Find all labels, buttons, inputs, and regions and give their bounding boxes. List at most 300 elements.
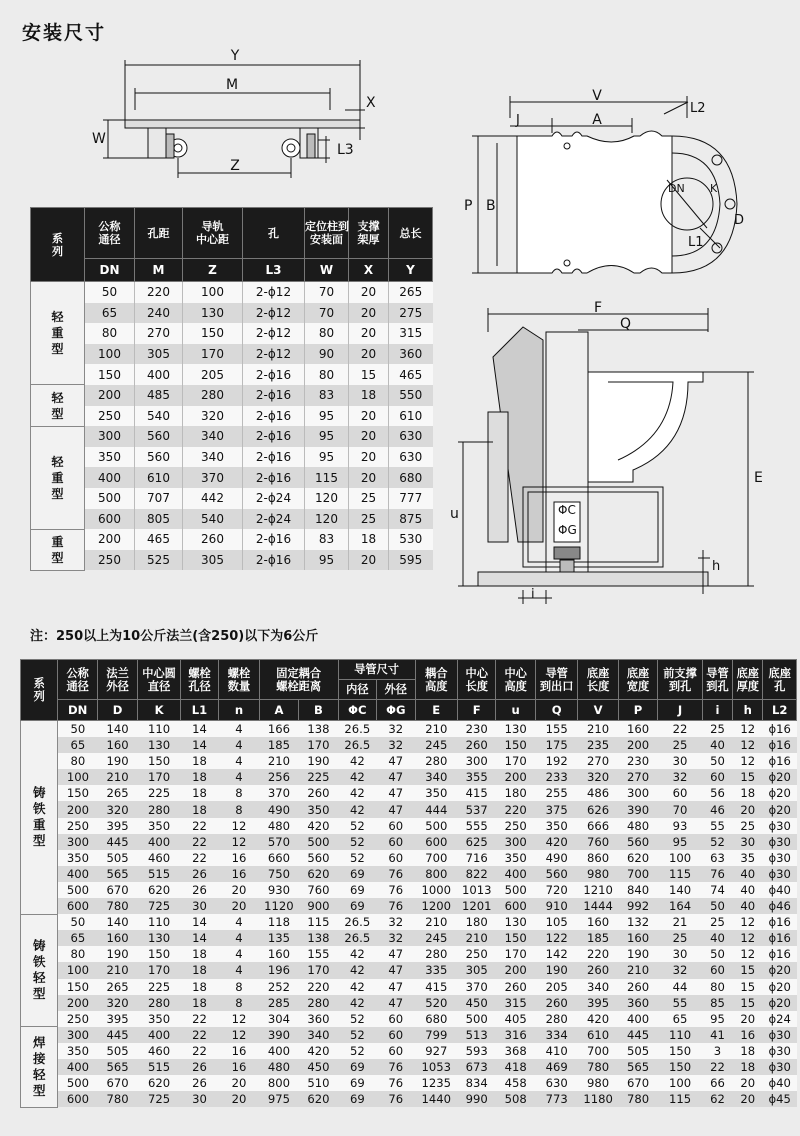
- table2-header-cell: 前支撑 到孔: [658, 660, 703, 700]
- table2-cell: 620: [299, 1091, 338, 1107]
- table2-cell: 280: [138, 995, 180, 1011]
- table2-cell: 12: [219, 818, 259, 834]
- table2-row: [21, 1011, 797, 1027]
- table2-cell: 14: [180, 930, 218, 946]
- table2-cell: 260: [458, 737, 496, 753]
- table2-cell: 42: [338, 946, 376, 962]
- table2-cell: 220: [578, 946, 618, 962]
- table2-cell: 140: [97, 721, 137, 738]
- table1-cell: 250: [85, 406, 135, 427]
- table1-header-symbol: X: [349, 259, 389, 282]
- table1-cell: 120: [305, 509, 349, 530]
- table2-cell: 1120: [259, 898, 298, 914]
- table2-cell: 415: [415, 979, 457, 995]
- table2-cell: ϕ30: [763, 818, 797, 834]
- table2-cell: 626: [578, 801, 618, 817]
- guide-rail-dimension-table: [30, 207, 433, 571]
- table2-cell: 69: [338, 882, 376, 898]
- table2-cell: 505: [97, 1043, 137, 1059]
- table2-cell: 600: [415, 834, 457, 850]
- table1-cell: 2-ϕ16: [243, 364, 305, 385]
- table2-cell: 76: [377, 866, 415, 882]
- table2-cell: 74: [702, 882, 732, 898]
- table2-cell: 18: [180, 979, 218, 995]
- table2-cell: 55: [658, 995, 703, 1011]
- table2-cell: 69: [338, 1075, 376, 1091]
- table2-cell: 400: [618, 1011, 657, 1027]
- table1-header-cell: 孔: [243, 208, 305, 259]
- table2-cell: ϕ30: [763, 866, 797, 882]
- table1-cell: 20: [349, 344, 389, 365]
- table2-cell: 160: [97, 737, 137, 753]
- table2-cell: 16: [219, 1043, 259, 1059]
- table2-cell: 1201: [458, 898, 496, 914]
- table1-header-cell: 支撑 架厚: [349, 208, 389, 259]
- table2-cell: 508: [496, 1091, 535, 1107]
- table2-cell: 4: [219, 769, 259, 785]
- table1-cell: 18: [349, 529, 389, 550]
- table1-row: [31, 282, 433, 303]
- table2-cell: 32: [658, 769, 703, 785]
- table2-cell: 12: [733, 914, 763, 930]
- table2-cell: 60: [377, 1011, 415, 1027]
- table2-header-cell: 底座 长度: [578, 660, 618, 700]
- table2-cell: 320: [578, 769, 618, 785]
- table2-cell: 1235: [415, 1075, 457, 1091]
- table2-cell: 52: [338, 850, 376, 866]
- table2-cell: 480: [259, 1059, 298, 1075]
- table1-cell: 340: [183, 426, 243, 447]
- table2-cell: 32: [377, 737, 415, 753]
- table2-row: [21, 995, 797, 1011]
- table2-cell: ϕ20: [763, 769, 797, 785]
- table1-row: [31, 509, 433, 530]
- table2-cell: 593: [458, 1043, 496, 1059]
- table2-cell: 300: [58, 1027, 97, 1043]
- table1-cell: 25: [349, 488, 389, 509]
- table1-cell: 540: [135, 406, 183, 427]
- table1-cell: 18: [349, 385, 389, 406]
- table2-cell: 22: [180, 1027, 218, 1043]
- table1-cell: 95: [305, 447, 349, 468]
- table1-cell: 265: [389, 282, 433, 303]
- table2-cell: 458: [496, 1075, 535, 1091]
- table2-cell: 500: [58, 1075, 97, 1091]
- table2-cell: 16: [219, 850, 259, 866]
- table2-cell: 12: [219, 834, 259, 850]
- table2-cell: 280: [415, 946, 457, 962]
- table2-cell: ϕ30: [763, 1027, 797, 1043]
- table2-cell: 30: [180, 898, 218, 914]
- table1-cell: 95: [305, 406, 349, 427]
- table2-cell: 130: [138, 930, 180, 946]
- table2-cell: 505: [97, 850, 137, 866]
- table2-cell: 990: [458, 1091, 496, 1107]
- table2-cell: 22: [180, 834, 218, 850]
- table2-cell: 420: [299, 818, 338, 834]
- table2-cell: 670: [97, 882, 137, 898]
- table2-cell: 260: [496, 979, 535, 995]
- table2-cell: 140: [658, 882, 703, 898]
- table1-cell: 400: [135, 364, 183, 385]
- table2-cell: 18: [733, 785, 763, 801]
- table2-cell: 666: [578, 818, 618, 834]
- table2-cell: 225: [299, 769, 338, 785]
- table2-cell: 30: [733, 834, 763, 850]
- table2-cell: 200: [496, 769, 535, 785]
- table2-cell: 110: [658, 1027, 703, 1043]
- table1-cell: 90: [305, 344, 349, 365]
- table2-header-symbol: A: [259, 700, 298, 721]
- table2-cell: 50: [702, 946, 732, 962]
- table2-cell: 80: [58, 946, 97, 962]
- table2-cell: 150: [138, 946, 180, 962]
- table1-cell: 360: [389, 344, 433, 365]
- table1-cell: 220: [135, 282, 183, 303]
- table2-header-cell: 螺栓 孔径: [180, 660, 218, 700]
- table2-cell: 620: [138, 882, 180, 898]
- table2-cell: 460: [138, 1043, 180, 1059]
- table2-cell: 40: [702, 737, 732, 753]
- table2-cell: 26: [180, 882, 218, 898]
- table1-header-cell: 导轨 中心距: [183, 208, 243, 259]
- table2-cell: 515: [138, 866, 180, 882]
- table2-cell: 20: [219, 1091, 259, 1107]
- table2-cell: 670: [618, 1075, 657, 1091]
- table2-row: [21, 866, 797, 882]
- table2-cell: 132: [618, 914, 657, 930]
- table2-cell: 60: [702, 962, 732, 978]
- table1-cell: 500: [85, 488, 135, 509]
- table2-cell: 660: [259, 850, 298, 866]
- table2-header-cell: 底座 厚度: [733, 660, 763, 700]
- table1-cell: 2-ϕ16: [243, 467, 305, 488]
- table1-header-cell: 总长: [389, 208, 433, 259]
- table2-cell: 22: [180, 850, 218, 866]
- table2-cell: 65: [58, 737, 97, 753]
- table2-cell: ϕ24: [763, 1011, 797, 1027]
- table2-cell: 30: [180, 1091, 218, 1107]
- table2-cell: 620: [618, 850, 657, 866]
- dim-label-k: K: [710, 182, 718, 195]
- table2-cell: 260: [578, 962, 618, 978]
- table2-cell: 360: [299, 1011, 338, 1027]
- table1-cell: 130: [183, 303, 243, 324]
- coupling-dimension-table: [20, 659, 797, 1108]
- table2-cell: 350: [58, 1043, 97, 1059]
- table1-header-symbol: W: [305, 259, 349, 282]
- table2-row: [21, 1075, 797, 1091]
- table1-cell: 20: [349, 406, 389, 427]
- dim-label-l1: L1: [688, 235, 704, 250]
- table1-cell: 315: [389, 323, 433, 344]
- table1-cell: 2-ϕ12: [243, 344, 305, 365]
- table2-cell: 41: [702, 1027, 732, 1043]
- table2-row: [21, 753, 797, 769]
- table1-series-cell: 轻 重 型: [31, 282, 85, 385]
- table2-cell: 980: [578, 866, 618, 882]
- table2-header-cell: 系 列: [21, 660, 58, 721]
- table2-cell: 1200: [415, 898, 457, 914]
- table2-cell: 122: [535, 930, 577, 946]
- table2-row: [21, 1043, 797, 1059]
- table1-cell: 70: [305, 282, 349, 303]
- table2-cell: 52: [338, 1027, 376, 1043]
- dim-label-dn: DN: [668, 182, 685, 195]
- table1-cell: 777: [389, 488, 433, 509]
- table2-cell: 55: [702, 818, 732, 834]
- table2-cell: 40: [702, 930, 732, 946]
- table1-cell: 2-ϕ12: [243, 303, 305, 324]
- table2-cell: 160: [618, 930, 657, 946]
- table2-cell: 52: [338, 818, 376, 834]
- table2-row: [21, 818, 797, 834]
- table2-header-subcell: 内径: [338, 680, 376, 700]
- dim-label-w: W: [92, 131, 106, 147]
- table2-cell: 395: [97, 818, 137, 834]
- table1-row: [31, 426, 433, 447]
- table2-cell: 725: [138, 898, 180, 914]
- table2-cell: 69: [338, 866, 376, 882]
- dim-label-b: B: [486, 198, 496, 214]
- table2-cell: 285: [259, 995, 298, 1011]
- table2-cell: 60: [377, 1043, 415, 1059]
- table2-cell: 60: [377, 834, 415, 850]
- table1-cell: 875: [389, 509, 433, 530]
- table2-cell: 700: [415, 850, 457, 866]
- table2-cell: 570: [259, 834, 298, 850]
- table2-cell: ϕ40: [763, 882, 797, 898]
- table2-cell: 305: [458, 962, 496, 978]
- table2-cell: 350: [535, 818, 577, 834]
- table1-cell: 465: [389, 364, 433, 385]
- table2-cell: 47: [377, 785, 415, 801]
- table2-row: [21, 930, 797, 946]
- table2-cell: 150: [138, 753, 180, 769]
- table2-cell: 15: [733, 769, 763, 785]
- table2-cell: 490: [259, 801, 298, 817]
- table2-cell: 992: [618, 898, 657, 914]
- table1-cell: 610: [389, 406, 433, 427]
- table2-cell: 773: [535, 1091, 577, 1107]
- table2-cell: 250: [458, 946, 496, 962]
- table2-cell: 335: [415, 962, 457, 978]
- table2-cell: 256: [259, 769, 298, 785]
- table2-cell: 400: [259, 1043, 298, 1059]
- table1-cell: 2-ϕ16: [243, 426, 305, 447]
- table2-cell: 44: [658, 979, 703, 995]
- table2-cell: 245: [415, 737, 457, 753]
- table1-cell: 20: [349, 467, 389, 488]
- table1-cell: 2-ϕ16: [243, 447, 305, 468]
- table2-cell: 200: [58, 995, 97, 1011]
- table1-cell: 485: [135, 385, 183, 406]
- table2-cell: 20: [219, 882, 259, 898]
- table2-cell: 560: [618, 834, 657, 850]
- table2-header-symbol: L1: [180, 700, 218, 721]
- table2-cell: 560: [299, 850, 338, 866]
- table2-cell: 610: [578, 1027, 618, 1043]
- table2-cell: 190: [299, 753, 338, 769]
- table2-cell: 3: [702, 1043, 732, 1059]
- table1-cell: 20: [349, 550, 389, 571]
- table2-cell: ϕ16: [763, 721, 797, 738]
- table2-cell: 66: [702, 1075, 732, 1091]
- table1-cell: 610: [135, 467, 183, 488]
- table2-cell: 22: [658, 721, 703, 738]
- table2-cell: 350: [138, 818, 180, 834]
- table2-header-cell: 耦合 高度: [415, 660, 457, 700]
- table2-cell: 500: [496, 882, 535, 898]
- table2-cell: 210: [578, 721, 618, 738]
- table2-cell: 444: [415, 801, 457, 817]
- table2-row: [21, 1059, 797, 1075]
- table1-cell: 340: [183, 447, 243, 468]
- table2-cell: 1000: [415, 882, 457, 898]
- table2-cell: 460: [138, 850, 180, 866]
- table2-cell: 42: [338, 995, 376, 1011]
- table2-cell: 513: [458, 1027, 496, 1043]
- table2-cell: 340: [415, 769, 457, 785]
- table2-cell: 140: [97, 914, 137, 930]
- table2-cell: ϕ30: [763, 850, 797, 866]
- table2-cell: ϕ46: [763, 898, 797, 914]
- table1-cell: 80: [305, 364, 349, 385]
- table2-cell: 16: [219, 1059, 259, 1075]
- table2-cell: ϕ30: [763, 834, 797, 850]
- table1-cell: 305: [135, 344, 183, 365]
- table2-cell: 69: [338, 1059, 376, 1075]
- table2-cell: 20: [733, 1091, 763, 1107]
- table2-cell: 200: [496, 962, 535, 978]
- table2-cell: 70: [658, 801, 703, 817]
- table2-cell: 445: [97, 834, 137, 850]
- table2-row: [21, 962, 797, 978]
- table2-cell: 8: [219, 801, 259, 817]
- table2-cell: 115: [299, 914, 338, 930]
- table2-header-symbol: Q: [535, 700, 577, 721]
- table2-cell: 170: [138, 769, 180, 785]
- table2-cell: 150: [496, 737, 535, 753]
- table1-row: [31, 344, 433, 365]
- table1-cell: 95: [305, 550, 349, 571]
- table2-cell: 4: [219, 721, 259, 738]
- table2-row: [21, 785, 797, 801]
- table2-cell: 85: [702, 995, 732, 1011]
- table2-cell: 1013: [458, 882, 496, 898]
- table2-header-symbol: i: [702, 700, 732, 721]
- table2-cell: 245: [415, 930, 457, 946]
- table2-cell: 420: [299, 1043, 338, 1059]
- table2-cell: 170: [138, 962, 180, 978]
- table2-cell: 8: [219, 785, 259, 801]
- table2-cell: 780: [97, 898, 137, 914]
- table2-cell: 42: [338, 801, 376, 817]
- table2-cell: 42: [338, 962, 376, 978]
- table2-cell: 69: [338, 1091, 376, 1107]
- table2-cell: 185: [578, 930, 618, 946]
- table2-cell: 205: [535, 979, 577, 995]
- dim-label-j: J: [516, 113, 520, 128]
- table1-cell: 20: [349, 323, 389, 344]
- table2-cell: 60: [377, 850, 415, 866]
- table1-cell: 50: [85, 282, 135, 303]
- table2-cell: 18: [180, 769, 218, 785]
- table1-row: [31, 323, 433, 344]
- table2-cell: 410: [535, 1043, 577, 1059]
- table2-cell: 500: [415, 818, 457, 834]
- table2-cell: 400: [58, 866, 97, 882]
- table2-cell: 620: [138, 1075, 180, 1091]
- table1-series-cell: 轻 重 型: [31, 426, 85, 529]
- table2-cell: 166: [259, 721, 298, 738]
- table2-cell: 12: [733, 753, 763, 769]
- table2-cell: ϕ20: [763, 962, 797, 978]
- table2-row: [21, 914, 797, 930]
- table2-cell: 260: [618, 979, 657, 995]
- table2-cell: 400: [138, 834, 180, 850]
- table2-cell: 35: [733, 850, 763, 866]
- table2-cell: 680: [415, 1011, 457, 1027]
- table2-cell: 12: [733, 946, 763, 962]
- table2-cell: 12: [219, 1027, 259, 1043]
- table2-cell: 760: [299, 882, 338, 898]
- table1-cell: 20: [349, 426, 389, 447]
- table2-cell: 4: [219, 737, 259, 753]
- table2-cell: 4: [219, 930, 259, 946]
- table2-cell: 450: [458, 995, 496, 1011]
- table1-cell: 240: [135, 303, 183, 324]
- table2-cell: 375: [535, 801, 577, 817]
- table2-row: [21, 898, 797, 914]
- table2-cell: 30: [658, 946, 703, 962]
- table2-cell: 400: [58, 1059, 97, 1075]
- table2-cell: 280: [299, 995, 338, 1011]
- table2-cell: ϕ30: [763, 1059, 797, 1075]
- table2-cell: 445: [618, 1027, 657, 1043]
- table2-cell: 834: [458, 1075, 496, 1091]
- table1-cell: 25: [349, 509, 389, 530]
- table2-cell: 25: [658, 737, 703, 753]
- table2-cell: 63: [702, 850, 732, 866]
- table1-cell: 630: [389, 447, 433, 468]
- table2-cell: 860: [578, 850, 618, 866]
- table2-cell: 565: [618, 1059, 657, 1075]
- table2-cell: 700: [578, 1043, 618, 1059]
- table2-cell: 405: [496, 1011, 535, 1027]
- table2-cell: 52: [338, 834, 376, 850]
- table2-cell: 334: [535, 1027, 577, 1043]
- table2-cell: 505: [618, 1043, 657, 1059]
- table1-cell: 2-ϕ16: [243, 406, 305, 427]
- table2-cell: 252: [259, 979, 298, 995]
- table2-cell: 142: [535, 946, 577, 962]
- table1-row: [31, 529, 433, 550]
- table1-series-cell: 轻 型: [31, 385, 85, 426]
- table1-row: [31, 303, 433, 324]
- table2-cell: 280: [535, 1011, 577, 1027]
- table2-cell: 160: [97, 930, 137, 946]
- table2-cell: 18: [180, 801, 218, 817]
- table2-cell: 30: [658, 753, 703, 769]
- table2-header-cell: 固定耦合 螺栓距离: [259, 660, 338, 700]
- table2-cell: 196: [259, 962, 298, 978]
- table2-cell: ϕ45: [763, 1091, 797, 1107]
- table2-cell: ϕ16: [763, 930, 797, 946]
- table1-cell: 70: [305, 303, 349, 324]
- table1-row: [31, 488, 433, 509]
- dim-label-x: X: [366, 95, 376, 111]
